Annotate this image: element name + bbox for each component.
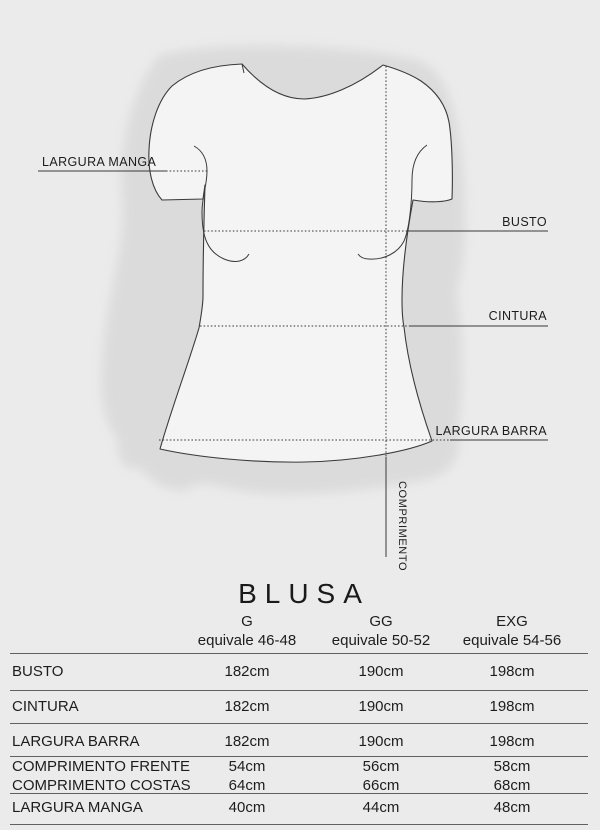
- cell-value: 66cm: [362, 777, 400, 794]
- size-name: EXG: [496, 613, 528, 630]
- cell-value: 198cm: [489, 663, 535, 680]
- column-header-exg: [442, 612, 582, 650]
- cell-value: 58cm: [493, 758, 531, 775]
- size-equivalent: equivale 54-56: [462, 632, 562, 649]
- size-name: GG: [369, 613, 393, 630]
- cell-value: 182cm: [224, 733, 270, 750]
- bust-label: BUSTO: [502, 215, 547, 229]
- length-label: COMPRIMENTO: [396, 481, 408, 572]
- page-title: BLUSA: [238, 578, 370, 609]
- table-rule: [10, 756, 588, 757]
- cell-value: 48cm: [493, 799, 531, 816]
- cell-value: 198cm: [489, 698, 535, 715]
- cell-value: 182cm: [224, 698, 270, 715]
- cell-value: 190cm: [358, 733, 404, 750]
- waist-label: CINTURA: [488, 309, 547, 323]
- cell-value: 56cm: [362, 758, 400, 775]
- column-header-gg: [311, 612, 451, 650]
- size-equivalent: equivale 50-52: [331, 632, 431, 649]
- cell-value: 190cm: [358, 663, 404, 680]
- size-equivalent: equivale 46-48: [197, 632, 297, 649]
- sleeve-width-label: LARGURA MANGA: [42, 155, 157, 169]
- table-rule: [10, 723, 588, 724]
- row-label: BUSTO: [12, 663, 64, 680]
- cell-value: 44cm: [362, 799, 400, 816]
- cell-value: 190cm: [358, 698, 404, 715]
- row-label: CINTURA: [12, 698, 79, 715]
- row-label: COMPRIMENTO FRENTE: [12, 758, 191, 775]
- table-rule: [10, 824, 588, 825]
- cell-value: 68cm: [493, 777, 531, 794]
- size-name: G: [241, 613, 253, 630]
- row-label: LARGURA MANGA: [12, 799, 143, 816]
- column-header-g: [177, 612, 317, 650]
- hem-width-label: LARGURA BARRA: [435, 424, 547, 438]
- cell-value: 64cm: [228, 777, 266, 794]
- row-label: COMPRIMENTO COSTAS: [12, 777, 191, 794]
- cell-value: 54cm: [228, 758, 266, 775]
- cell-value: 40cm: [228, 799, 266, 816]
- row-label: LARGURA BARRA: [12, 733, 140, 750]
- table-rule: [10, 653, 588, 654]
- cell-value: 182cm: [224, 663, 270, 680]
- cell-value: 198cm: [489, 733, 535, 750]
- table-rule: [10, 690, 588, 691]
